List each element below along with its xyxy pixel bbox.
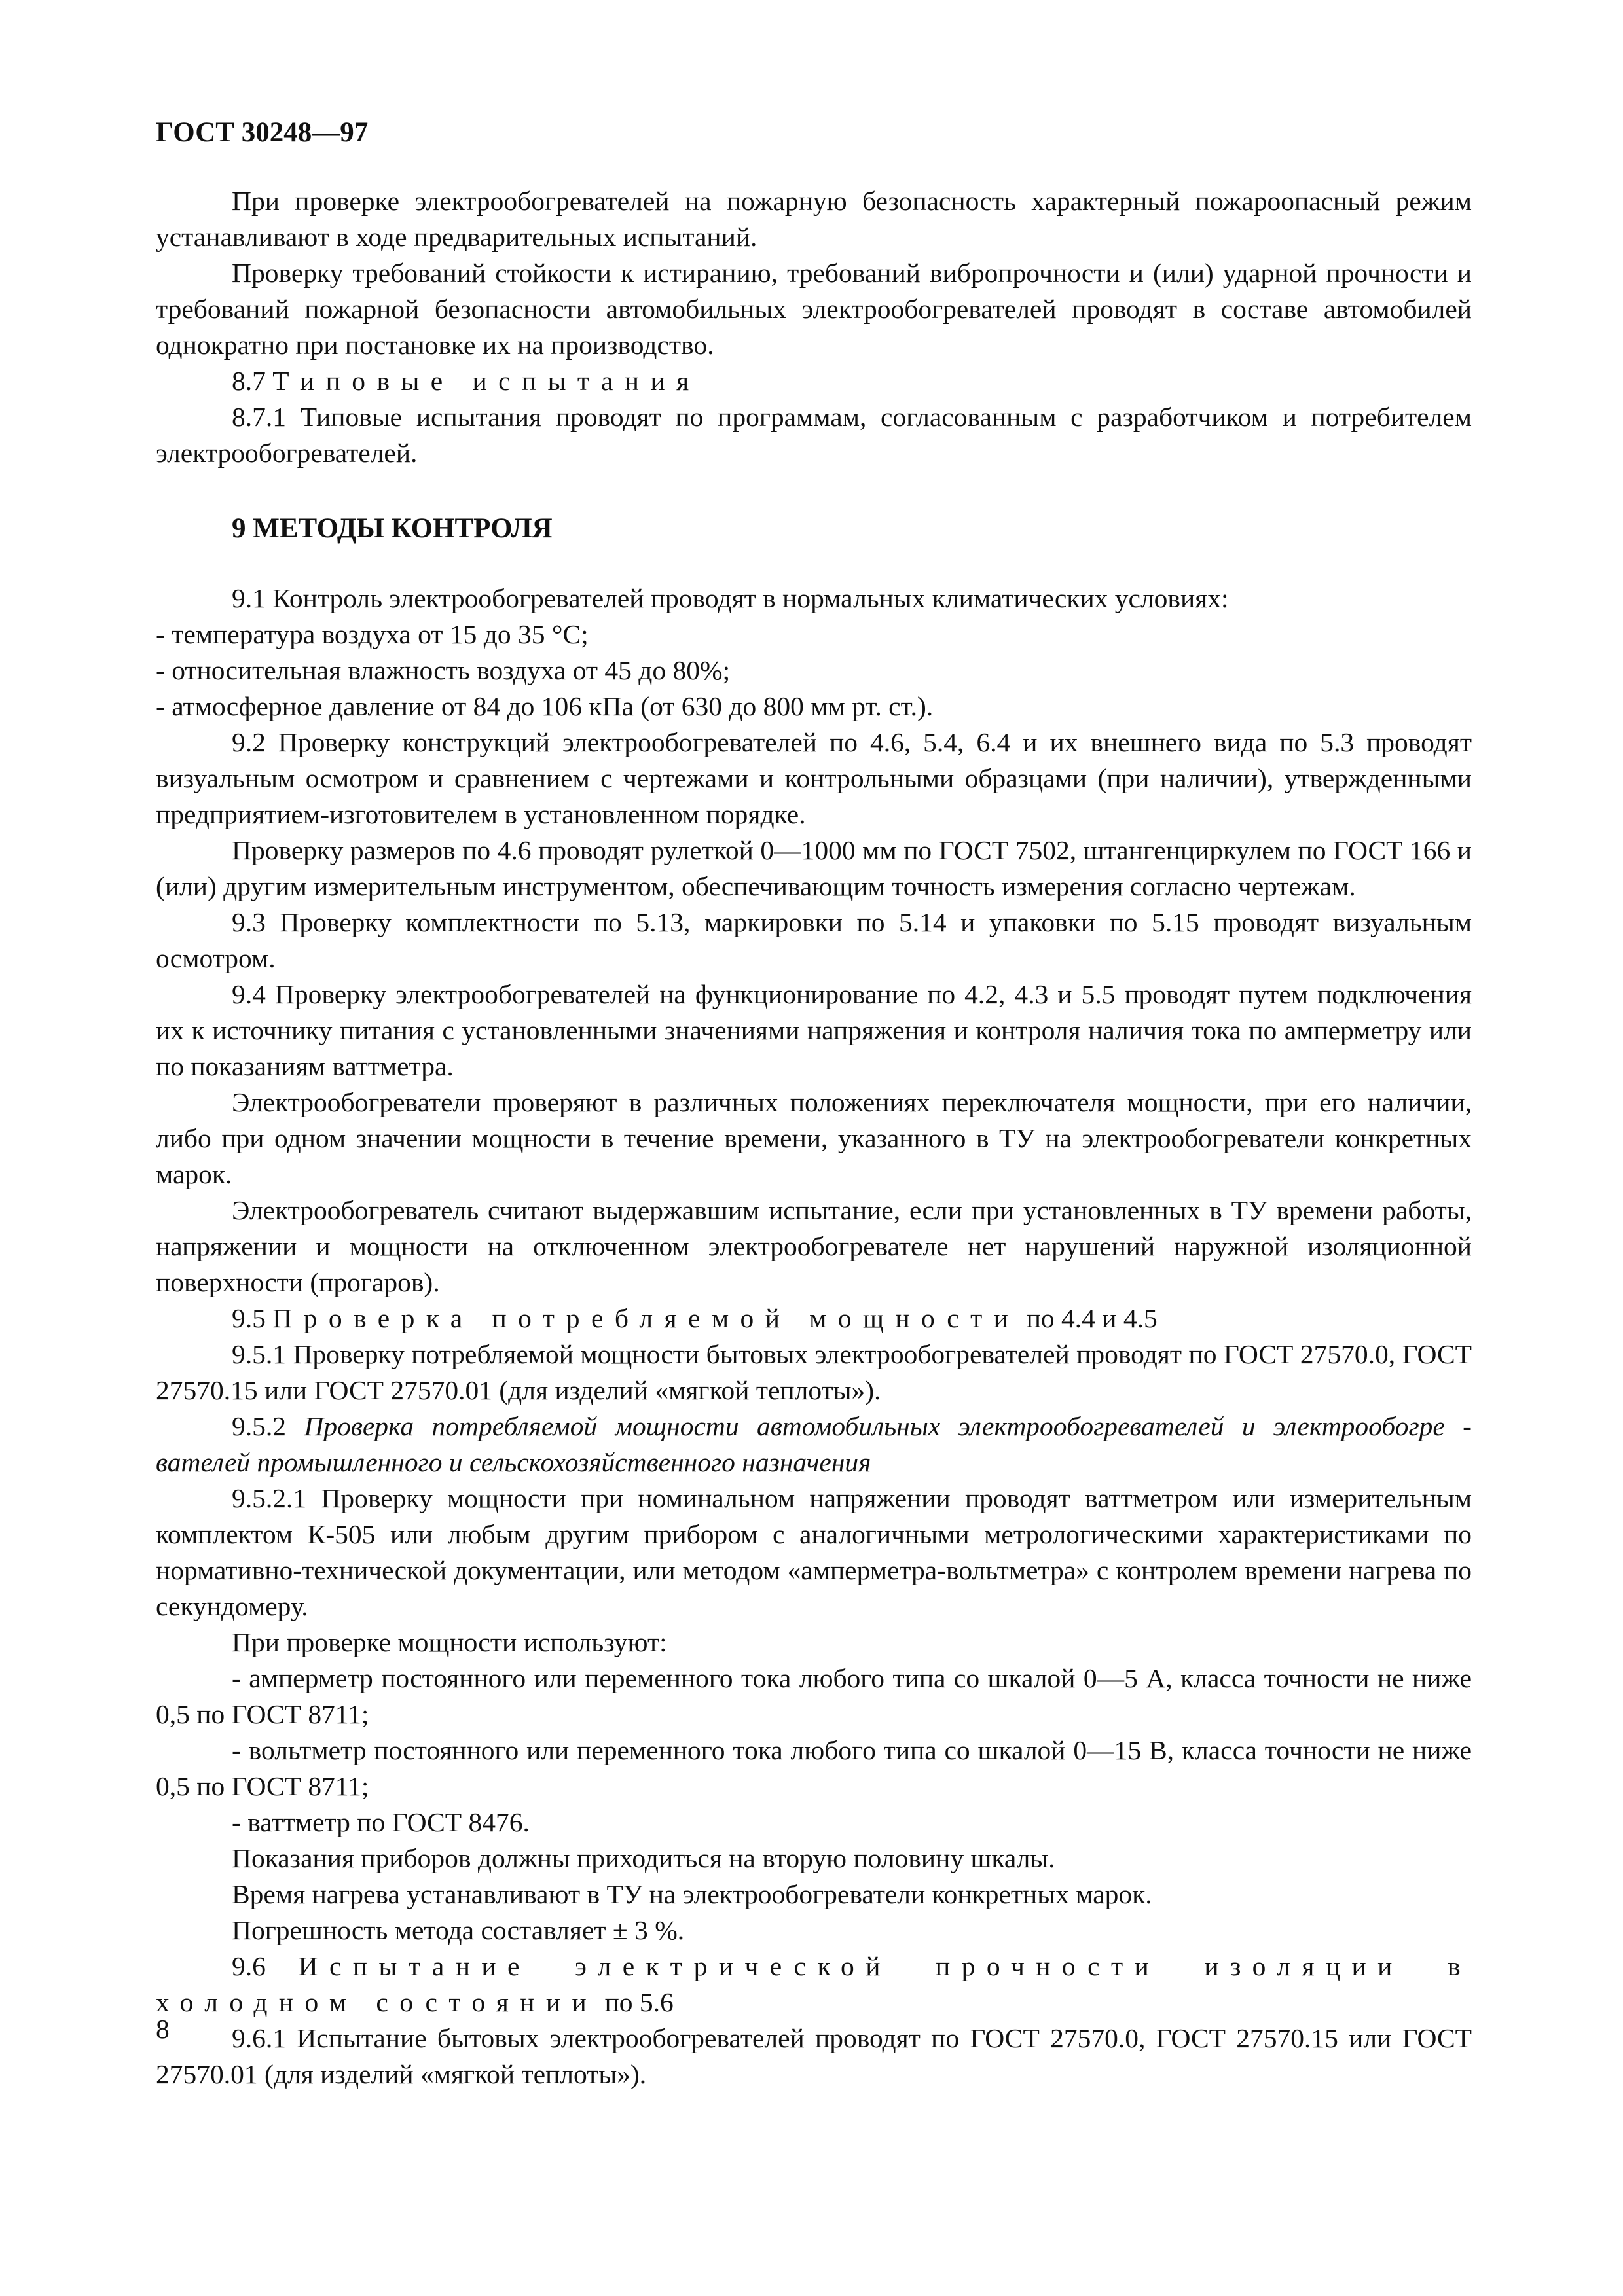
paragraph: 9.5.2.1 Проверку мощности при номинальном напряжении проводят ваттметром или измерительным комплектом К-505 или любым другим прибором с аналогичными метрологическими характеристиками по нормативно-технической документации, или методом «амперметра-вольтметра» с контролем времени нагрева по секундомеру.: [156, 1483, 1472, 1621]
subsection-heading: [156, 1948, 1472, 2020]
paragraph: Электрообогреватель считают выдержавшим испытание, если при установленных в ТУ времени работы, напряжении и мощности на отключенном электрообогревателе нет нарушений наружной изоляционной поверхности (прогаров).: [156, 1195, 1472, 1297]
paragraph: 9.2 Проверку конструкций электрообогревателей по 4.6, 5.4, 6.4 и их внешнего вида по 5.3 проводят визуальным осмотром и сравнением с чертежами и контрольными образцами (при наличии), утвержденными предприятием-изготовителем в установленном порядке.: [156, 727, 1472, 829]
list-item: - атмосферное давление от 84 до 106 кПа (от 630 до 800 мм рт. ст.).: [156, 691, 934, 721]
subsection-title: Проверка потребляемой мощности: [272, 1303, 1020, 1333]
list-item: - относительная влажность воздуха от 45 до 80%;: [156, 655, 731, 685]
document-page: [156, 115, 1472, 2092]
paragraph: 9.1 Контроль электрообогревателей проводят в нормальных климатических условиях:: [232, 583, 1229, 613]
paragraph: При проверке мощности используют:: [232, 1627, 667, 1657]
paragraph: Проверку размеров по 4.6 проводят рулеткой 0—1000 мм по ГОСТ 7502, штангенциркулем по ГОСТ 166 и (или) другим измерительным инструментом, обеспечивающим точность измерения согласно чертежам.: [156, 835, 1472, 901]
paragraph: 9.4 Проверку электрообогревателей на функционирование по 4.2, 4.3 и 5.5 проводят путем подключения их к источнику питания с установленными значениями напряжения и контроля наличия тока по амперметру или по показаниям ваттметра.: [156, 979, 1472, 1081]
paragraph: Показания приборов должны приходиться на вторую половину шкалы.: [232, 1843, 1055, 1873]
subsection-heading: [156, 1408, 1472, 1480]
paragraph: Погрешность метода составляет ± 3 %.: [232, 1915, 685, 1945]
subsection-title: Испытание электрической прочности изоляции в холодном состоянии: [156, 1951, 1472, 2017]
paragraph: Электрообогреватели проверяют в различных положениях переключателя мощности, при его наличии, либо при одном значении мощности в течение времени, указанного в ТУ на электрообогреватели конкретных марок.: [156, 1087, 1472, 1189]
subsection-heading: [156, 1300, 1472, 1336]
paragraph: Время нагрева устанавливают в ТУ на электрообогреватели конкретных марок.: [232, 1879, 1152, 1909]
subsection-number: 9.5.2: [232, 1411, 286, 1441]
subsection-title: Проверка потребляемой мощности автомобильных электрообогревателей и электрообогре - вателей промышленного и сельскохозяйственного назначения: [156, 1411, 1472, 1477]
section-title: 9 МЕТОДЫ КОНТРОЛЯ: [232, 513, 553, 544]
subsection-number: 8.7: [232, 366, 266, 396]
list-item: - вольтметр постоянного или переменного тока любого типа со шкалой 0—15 В, класса точности не ниже 0,5 по ГОСТ 8711;: [156, 1735, 1472, 1801]
paragraph: 8.7.1 Типовые испытания проводят по программам, согласованным с разработчиком и потребителем электрообогревателей.: [156, 402, 1472, 468]
paragraph: Проверку требований стойкости к истиранию, требований вибропрочности и (или) ударной прочности и требований пожарной безопасности автомобильных электрообогревателей проводят в составе автомобилей однократно при постановке их на производство.: [156, 258, 1472, 360]
list-item: - ваттметр по ГОСТ 8476.: [232, 1807, 530, 1837]
document-header: ГОСТ 30248—97: [156, 117, 369, 148]
subsection-reference: по 5.6: [604, 1987, 674, 2017]
subsection-title: Типовые испытания: [272, 366, 701, 396]
list-item: - температура воздуха от 15 до 35 °С;: [156, 619, 589, 649]
paragraph: 9.6.1 Испытание бытовых электрообогревателей проводят по ГОСТ 27570.0, ГОСТ 27570.15 или ГОСТ 27570.01 (для изделий «мягкой теплоты»).: [156, 2023, 1472, 2089]
page-number: 8: [156, 2014, 170, 2044]
subsection-reference: по 4.4 и 4.5: [1026, 1303, 1158, 1333]
paragraph: При проверке электрообогревателей на пожарную безопасность характерный пожароопасный режим устанавливают в ходе предварительных испытаний.: [156, 186, 1472, 252]
subsection-number: 9.6: [232, 1951, 266, 1981]
subsection-heading: [156, 363, 1472, 399]
paragraph: 9.3 Проверку комплектности по 5.13, маркировки по 5.14 и упаковки по 5.15 проводят визуальным осмотром.: [156, 907, 1472, 973]
paragraph: 9.5.1 Проверку потребляемой мощности бытовых электрообогревателей проводят по ГОСТ 27570.0, ГОСТ 27570.15 или ГОСТ 27570.01 (для изделий «мягкой теплоты»).: [156, 1339, 1472, 1405]
list-item: - амперметр постоянного или переменного тока любого типа со шкалой 0—5 А, класса точности не ниже 0,5 по ГОСТ 8711;: [156, 1663, 1472, 1729]
subsection-number: 9.5: [232, 1303, 266, 1333]
